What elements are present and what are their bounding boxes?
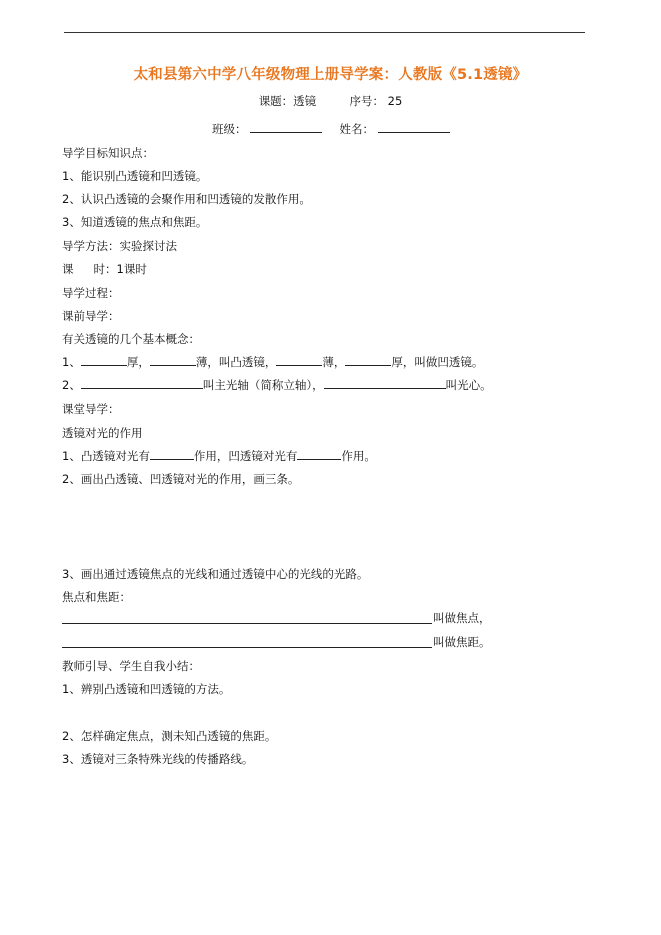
fill-blank[interactable] xyxy=(81,354,127,366)
in-class-heading: 课堂导学： xyxy=(62,402,120,416)
concept-text: 叫光心。 xyxy=(445,378,492,392)
pre-class-heading: 课前导学： xyxy=(62,309,120,323)
fill-blank[interactable] xyxy=(150,354,196,366)
class-label: 班级： xyxy=(212,122,247,136)
effect-line-3: 3、画出通过透镜焦点的光线和通过透镜中心的光线的光路。 xyxy=(62,567,369,581)
fill-blank[interactable] xyxy=(345,354,391,366)
item-number: 1、 xyxy=(62,449,81,463)
concept-line-1 xyxy=(62,354,483,370)
hours-label-a: 课 xyxy=(62,262,74,276)
name-label: 姓名： xyxy=(339,122,374,136)
focus-answer-line[interactable] xyxy=(62,623,432,624)
summary-item: 1、辨别凸透镜和凹透镜的方法。 xyxy=(62,682,231,696)
fill-blank[interactable] xyxy=(276,354,322,366)
focus-line-2-end: 叫做焦距。 xyxy=(433,635,491,649)
class-name-line xyxy=(212,121,450,137)
concept-text: 薄，叫凸透镜， xyxy=(195,355,277,369)
concept-text: 厚， xyxy=(126,355,150,369)
serial-label: 序号： xyxy=(349,94,384,108)
hours-label-b: 时： xyxy=(93,262,117,276)
topic-label: 课题：透镜 xyxy=(258,94,317,108)
concept-text: 叫主光轴（简称立轴）， xyxy=(202,378,324,392)
effect-text: 凸透镜对光有 xyxy=(80,449,150,463)
fill-blank[interactable] xyxy=(81,377,203,389)
method-line: 导学方法：实验探讨法 xyxy=(62,239,177,253)
document-title: 太和县第六中学八年级物理上册导学案：人教版《5.1透镜》 xyxy=(133,67,528,83)
item-number: 1、 xyxy=(62,355,81,369)
concepts-heading: 有关透镜的几个基本概念： xyxy=(62,332,200,346)
effect-text: 作用，凹透镜对光有 xyxy=(193,449,298,463)
item-number: 2、 xyxy=(62,378,81,392)
hours-value: 1课时 xyxy=(116,262,147,276)
hours-line xyxy=(62,261,147,277)
header-rule xyxy=(64,32,585,33)
effect-text: 作用。 xyxy=(341,449,376,463)
summary-item: 2、怎样确定焦点，测未知凸透镜的焦距。 xyxy=(62,729,277,743)
topic-line xyxy=(0,93,661,109)
goals-heading: 导学目标知识点： xyxy=(62,146,154,160)
goal-item: 3、知道透镜的焦点和焦距。 xyxy=(62,215,208,229)
goal-item: 2、认识凸透镜的会聚作用和凹透镜的发散作用。 xyxy=(62,192,311,206)
fill-blank[interactable] xyxy=(297,448,341,460)
effect-line-2: 2、画出凸透镜、凹透镜对光的作用，画三条。 xyxy=(62,472,300,486)
goal-item: 1、能识别凸透镜和凹透镜。 xyxy=(62,169,208,183)
summary-item: 3、透镜对三条特殊光线的传播路线。 xyxy=(62,752,254,766)
concept-text: 厚，叫做凹透镜。 xyxy=(391,355,484,369)
focus-line-1-end: 叫做焦点， xyxy=(433,611,491,625)
effect-heading: 透镜对光的作用 xyxy=(62,426,143,440)
summary-heading: 教师引导、学生自我小结： xyxy=(62,659,200,673)
name-field[interactable] xyxy=(378,121,450,133)
concept-line-2 xyxy=(62,377,492,393)
concept-text: 薄， xyxy=(322,355,346,369)
effect-line-1 xyxy=(62,448,376,464)
focus-heading: 焦点和焦距： xyxy=(62,590,131,604)
serial-number: 25 xyxy=(387,94,403,108)
process-heading: 导学过程： xyxy=(62,286,120,300)
fill-blank[interactable] xyxy=(324,377,446,389)
class-field[interactable] xyxy=(250,121,322,133)
focal-length-answer-line[interactable] xyxy=(62,647,432,648)
fill-blank[interactable] xyxy=(150,448,194,460)
